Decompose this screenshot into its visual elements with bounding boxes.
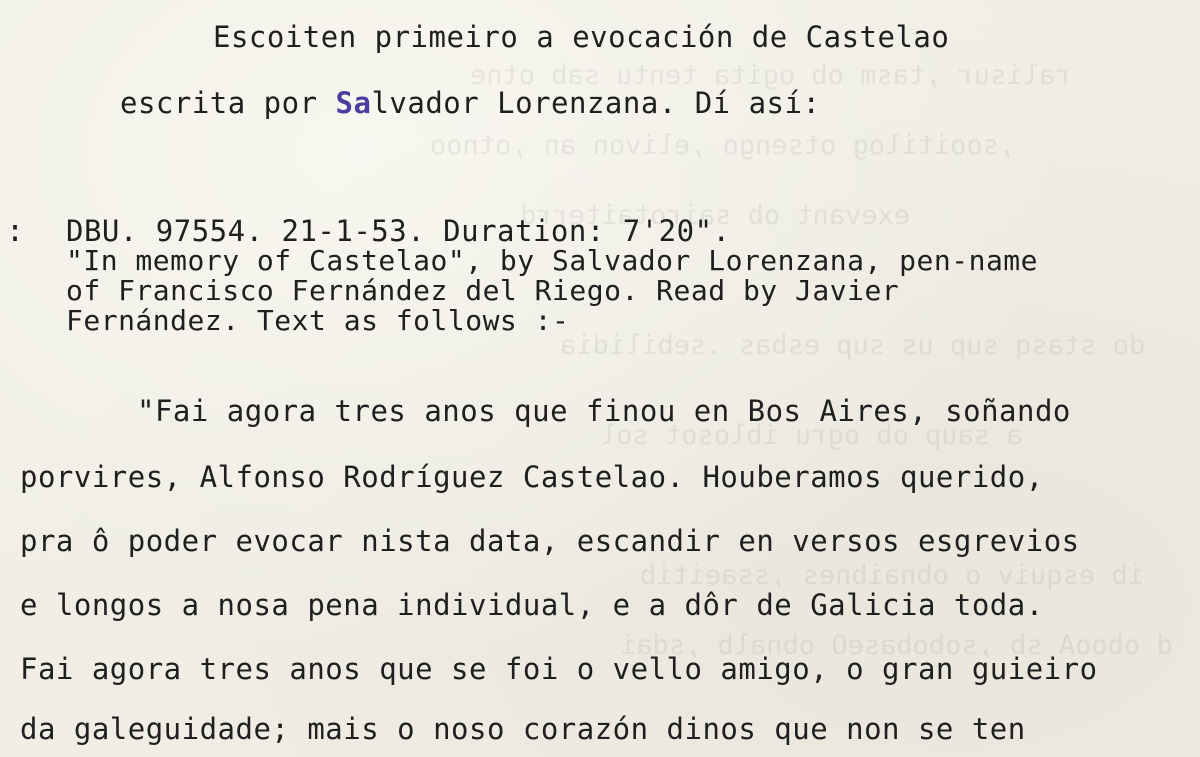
body-line-5: Fai agora tres anos que se foi o vello amigo, o gran guieiro bbox=[20, 652, 1098, 686]
intro-line-2-post: lvador Lorenzana. Dí así: bbox=[371, 86, 821, 120]
intro-line-2-pre: escrita por bbox=[120, 86, 336, 120]
reference-line-1: DBU. 97554. 21-1-53. Duration: 7'20". bbox=[66, 214, 731, 248]
body-line-2: porvires, Alfonso Rodríguez Castelao. Houberamos querido, bbox=[20, 460, 1044, 494]
bleed-through-text: a saup ob ogru iblosot sol bbox=[600, 420, 1023, 451]
reference-line-4: Fernández. Text as follows :- bbox=[66, 304, 570, 337]
intro-line-2 bbox=[120, 86, 820, 120]
bleed-through-text: exevant ob sairotaiterrd bbox=[520, 200, 911, 231]
reference-line-3: of Francisco Fernández del Riego. Read by Javier bbox=[66, 274, 900, 307]
body-line-3: pra ô poder evocar nista data, escandir en versos esgrevios bbox=[20, 524, 1080, 558]
intro-line-1: Escoiten primeiro a evocación de Castelao bbox=[213, 20, 950, 54]
body-line-6: da galeguidade; mais o noso corazón dinos que non se ten bbox=[20, 712, 1026, 746]
margin-mark: : bbox=[6, 214, 25, 249]
reference-line-2: "In memory of Castelao", by Salvador Lorenzana, pen-name bbox=[66, 244, 1039, 277]
bleed-through-text: d obooA sb ,sobobaseO obnalb ,sdai bbox=[620, 630, 1173, 661]
bleed-through-text: ib esquiv o obnaibnes ,ssaeitib bbox=[640, 560, 1144, 591]
bleed-through-text: do stasq sup us sup esbas .sebilidia bbox=[560, 330, 1146, 361]
bleed-through-text: ralisur ,tasm ob ogita tentu sab otne bbox=[470, 60, 1072, 91]
overstrike-correction: Sa bbox=[335, 86, 372, 120]
body-line-4: e longos a nosa pena individual, e a dôr de Galicia toda. bbox=[20, 588, 1044, 622]
bleed-through-text: ,sooitilog otsengo ,elivon an ,otnoo bbox=[430, 130, 1016, 161]
body-line-1: "Fai agora tres anos que finou en Bos Aires, soñando bbox=[137, 394, 1071, 428]
